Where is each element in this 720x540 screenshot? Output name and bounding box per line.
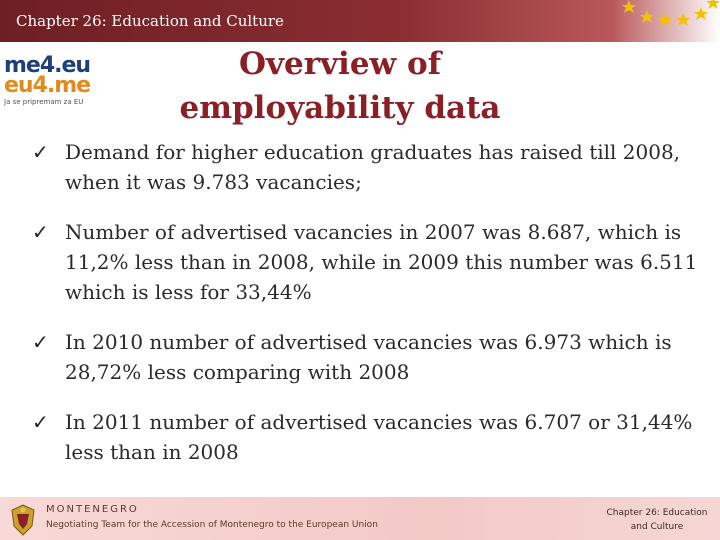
bullet-list bbox=[32, 137, 702, 487]
bullet-item bbox=[32, 407, 702, 467]
footer-bar bbox=[0, 497, 720, 540]
logo-line-2: eu4.me bbox=[4, 73, 91, 98]
checkmark-icon: ✓ bbox=[32, 330, 49, 354]
star-icon bbox=[694, 7, 708, 20]
star-icon bbox=[622, 0, 636, 13]
star-icon bbox=[676, 13, 690, 26]
bullet-text: Number of advertised vacancies in 2007 was 8.687, which is 11,2% less than in 2008, while in 2009 this number was 6.511 which is less for 33,44% bbox=[65, 220, 698, 304]
checkmark-icon: ✓ bbox=[32, 140, 49, 164]
bullet-text: In 2010 number of advertised vacancies was 6.973 which is 28,72% less comparing with 2008 bbox=[65, 330, 672, 384]
star-icon bbox=[640, 10, 654, 23]
checkmark-icon: ✓ bbox=[32, 220, 49, 244]
bullet-text: Demand for higher education graduates has raised till 2008, when it was 9.783 vacancies; bbox=[65, 140, 681, 194]
star-icon bbox=[706, 0, 720, 9]
logo-tagline: Ja se pripremam za EU bbox=[4, 98, 84, 106]
bullet-text: In 2011 number of advertised vacancies was 6.707 or 31,44% less than in 2008 bbox=[65, 410, 693, 464]
bullet-item bbox=[32, 327, 702, 387]
footer-country: MONTENEGRO bbox=[46, 504, 139, 515]
footer-chapter: Chapter 26: Education and Culture bbox=[606, 508, 708, 532]
chapter-title: Chapter 26: Education and Culture bbox=[16, 12, 284, 30]
bullet-item bbox=[32, 217, 702, 307]
header-bar bbox=[0, 0, 720, 42]
logo-line-1: me4.eu bbox=[4, 53, 91, 78]
eu-stars-icon bbox=[610, 0, 720, 34]
star-icon bbox=[658, 13, 672, 26]
checkmark-icon: ✓ bbox=[32, 410, 49, 434]
me4eu-logo bbox=[4, 53, 94, 106]
slide-title: Overview of employability data bbox=[179, 46, 501, 126]
bullet-item bbox=[32, 137, 702, 197]
footer-team: Negotiating Team for the Accession of Montenegro to the European Union bbox=[46, 520, 378, 530]
coat-of-arms-icon bbox=[4, 502, 42, 538]
